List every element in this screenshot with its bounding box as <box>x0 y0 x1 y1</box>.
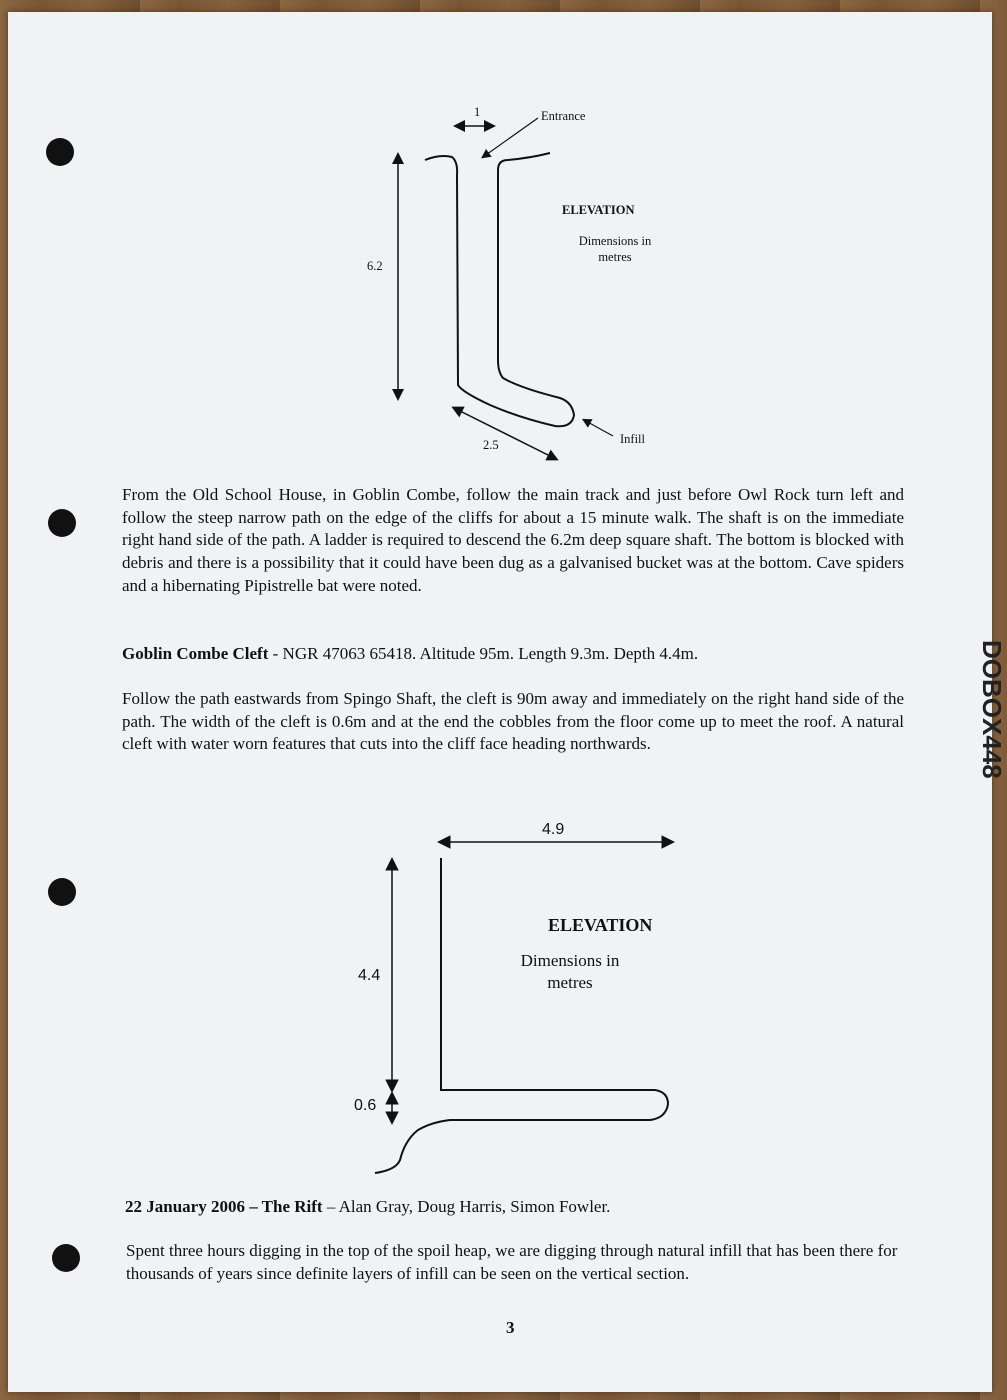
cleft-outline <box>375 858 668 1173</box>
dimensions-line-1: Dimensions in <box>578 234 652 248</box>
cleft-dimensions-line-1: Dimensions in <box>520 951 620 970</box>
dimensions-line-2: metres <box>598 250 632 264</box>
entrance-label: Entrance <box>541 109 586 123</box>
infill-label: Infill <box>620 432 645 446</box>
length-arrow <box>454 408 556 459</box>
length-label: 2.5 <box>483 438 499 452</box>
diagram-title: ELEVATION <box>562 203 635 217</box>
cleft-height-label: 4.4 <box>358 967 381 984</box>
shaft-elevation-diagram <box>0 0 1007 480</box>
width-label: 1 <box>474 105 481 119</box>
rift-heading-title: 22 January 2006 – The Rift <box>125 1197 323 1216</box>
cleft-dimensions-line-2: metres <box>547 973 593 992</box>
cleft-small-label: 0.6 <box>354 1097 377 1114</box>
cleft-dimensions-note <box>500 950 640 994</box>
shaft-outline <box>425 153 574 426</box>
cleft-heading <box>122 643 922 666</box>
cleft-heading-title: Goblin Combe Cleft <box>122 644 269 663</box>
dimensions-note <box>560 233 670 265</box>
binder-hole-4 <box>52 1244 80 1272</box>
rift-heading <box>125 1196 925 1219</box>
entrance-pointer <box>483 118 538 157</box>
infill-pointer <box>584 420 613 436</box>
binder-hole-2 <box>48 509 76 537</box>
side-stamp: DOBOX448 <box>977 640 1007 779</box>
rift-description: Spent three hours digging in the top of the spoil heap, we are digging through natural infill that has been there for thousands of years since definite layers of infill can be seen on the vertical section. <box>126 1241 898 1283</box>
cleft-description: Follow the path eastwards from Spingo Shaft, the cleft is 90m away and immediately on the right hand side of the path. The width of the cleft is 0.6m and at the end the cobbles from the floor come up to meet the roof. A natural cleft with water worn features that cuts into the cliff face heading northwards. <box>122 689 904 754</box>
rift-heading-details: – Alan Gray, Doug Harris, Simon Fowler. <box>322 1197 611 1216</box>
height-label: 6.2 <box>367 259 383 273</box>
page-number: 3 <box>506 1318 515 1337</box>
cleft-width-label: 4.9 <box>542 821 565 838</box>
cleft-diagram-title: ELEVATION <box>548 915 653 935</box>
cleft-heading-details: - NGR 47063 65418. Altitude 95m. Length 9.3m. Depth 4.4m. <box>268 644 699 663</box>
spingo-shaft-description: From the Old School House, in Goblin Combe, follow the main track and just before Owl Rock turn left and follow the steep narrow path on the edge of the cliffs for about a 15 minute walk. The shaft is on the immediate right hand side of the path. A ladder is required to descend the 6.2m deep square shaft. The bottom is blocked with debris and there is a possibility that it could have been dug as a galvanised bucket was at the bottom. Cave spiders and a hibernating Pipistrelle bat were noted. <box>122 485 904 595</box>
